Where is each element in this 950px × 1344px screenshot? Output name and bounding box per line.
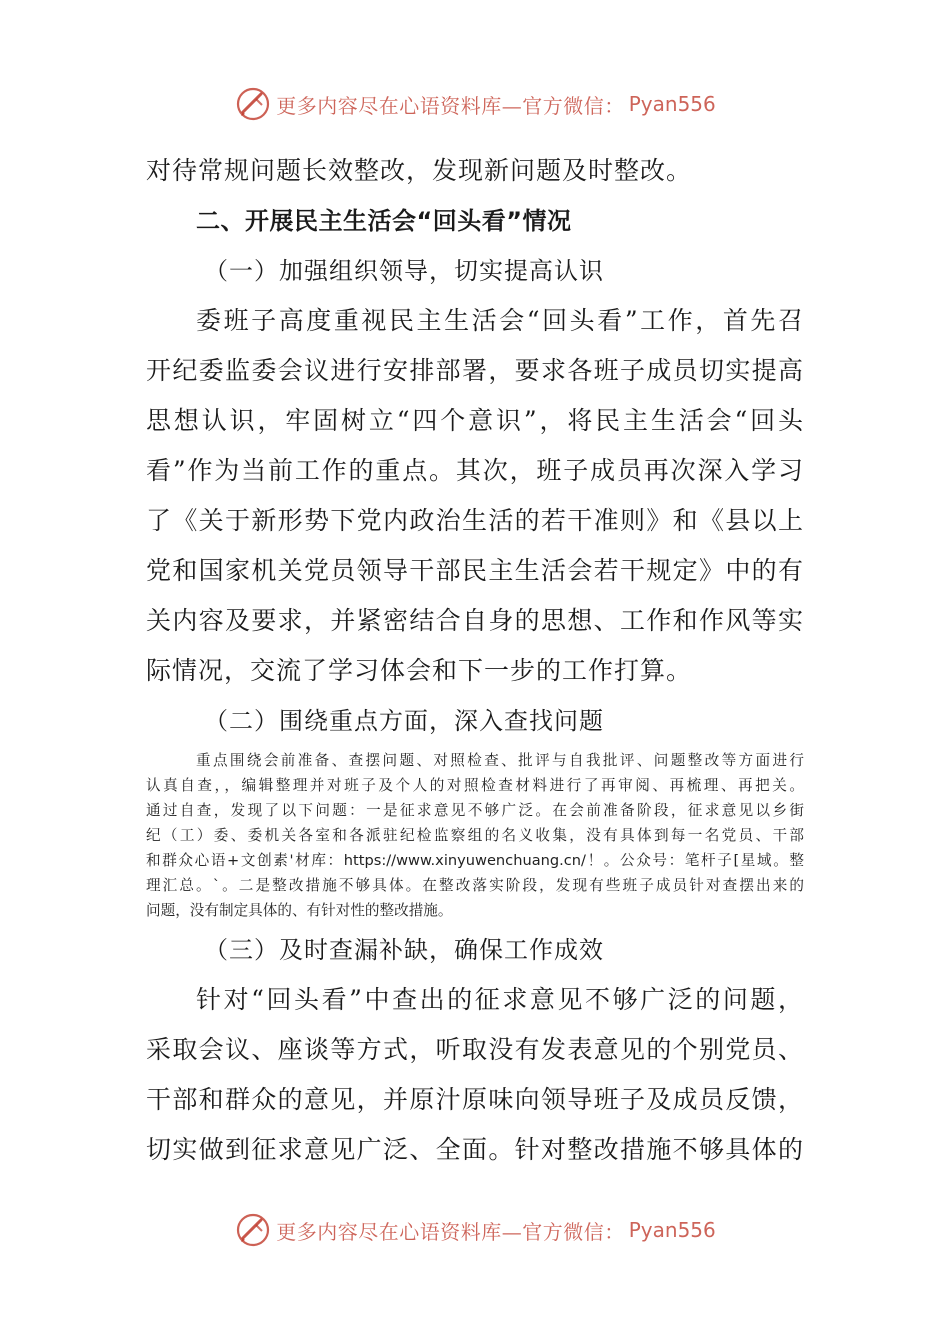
small-paragraph-line: 通过自查，发现了以下问题：一是征求意见不够广泛。在会前准备阶段，征求意见以乡街 (146, 802, 804, 819)
small-paragraph-line: 纪（工）委、委机关各室和各派驻纪检监察组的名义收集，没有具体到每一名党员、干部 (146, 827, 804, 844)
subsection-3-title: （三）及时查漏补缺，确保工作成效 (204, 936, 604, 964)
intro-line: 对待常规问题长效整改，发现新问题及时整改。 (146, 156, 693, 185)
pen-logo-icon (234, 1211, 272, 1249)
paragraph-line: 采取会议、座谈等方式，听取没有发表意见的个别党员、 (146, 1035, 804, 1064)
subsection-2-paragraph (146, 748, 804, 923)
section-title: 二、开展民主生活会“回头看”情况 (196, 207, 572, 235)
paragraph-line: 看”作为当前工作的重点。其次，班子成员再次深入学习 (146, 456, 804, 485)
watermark-wechat-id: Pyan556 (628, 92, 716, 116)
footer-watermark (0, 1208, 950, 1252)
paragraph-line: 针对“回头看”中查出的征求意见不够广泛的问题， (196, 985, 804, 1014)
paragraph-line: 际情况，交流了学习体会和下一步的工作打算。 (146, 656, 693, 685)
paragraph-line: 委班子高度重视民主生活会“回头看”工作，首先召 (196, 306, 804, 335)
paragraph-line: 了《关于新形势下党内政治生活的若干准则》和《县以上 (146, 506, 804, 535)
paragraph-line: 党和国家机关党员领导干部民主生活会若干规定》中的有 (146, 556, 804, 585)
watermark-wechat-id: Pyan556 (628, 1218, 716, 1242)
watermark-text: 更多内容尽在心语资料库—官方微信： (276, 1219, 625, 1244)
paragraph-line: 思想认识，牢固树立“四个意识”，将民主生活会“回头 (146, 406, 804, 435)
document-body (146, 146, 804, 1175)
watermark-text: 更多内容尽在心语资料库—官方微信： (276, 93, 625, 118)
paragraph-line: 开纪委监委会议进行安排部署，要求各班子成员切实提高 (146, 356, 804, 385)
small-paragraph-line: 问题，没有制定具体的、有针对性的整改措施。 (146, 902, 453, 919)
header-watermark (0, 82, 950, 126)
subsection-2-title: （二）围绕重点方面，深入查找问题 (204, 707, 604, 735)
paragraph-line: 切实做到征求意见广泛、全面。针对整改措施不够具体的 (146, 1135, 804, 1164)
small-paragraph-line: 重点围绕会前准备、查摆问题、对照检查、批评与自我批评、问题整改等方面进行 (196, 752, 804, 769)
paragraph-line: 关内容及要求，并紧密结合自身的思想、工作和作风等实 (146, 606, 804, 635)
subsection-3-paragraph (146, 975, 804, 1175)
pen-logo-icon (234, 85, 272, 123)
small-paragraph-line: 和群众心语+文创素'材库：https://www.xinyuwenchuang.cn/！。公众号：笔杆子[星域。整 (146, 852, 804, 869)
subsection-1-paragraph (146, 296, 804, 696)
subsection-1-title: （一）加强组织领导，切实提高认识 (204, 257, 604, 285)
paragraph-line: 干部和群众的意见，并原汁原味向领导班子及成员反馈， (146, 1085, 804, 1114)
small-paragraph-line: 理汇总。`。二是整改措施不够具体。在整改落实阶段，发现有些班子成员针对查摆出来的 (146, 877, 804, 894)
small-paragraph-line: 认真自查，，编辑整理并对班子及个人的对照检查材料进行了再审阅、再梳理、再把关。 (146, 777, 804, 794)
